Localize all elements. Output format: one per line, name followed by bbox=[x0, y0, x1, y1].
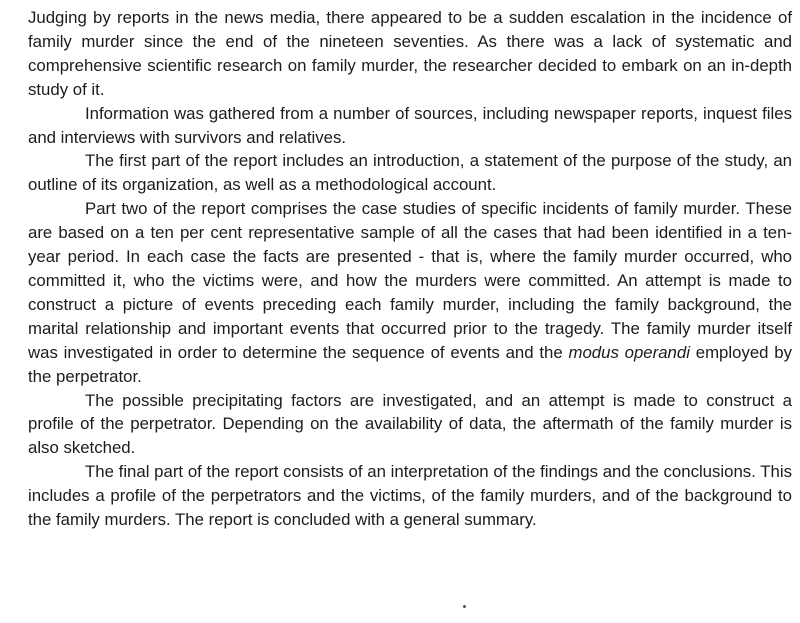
document-page bbox=[28, 6, 792, 532]
paragraph-part-one: The first part of the report includes an introduction, a statement of the purpose of the study, an outline of its organization, as well as a methodological account. bbox=[28, 151, 792, 195]
scan-speck bbox=[463, 605, 466, 608]
paragraph-precipitating-factors: The possible precipitating factors are investigated, and an attempt is made to construct a profile of the perpetrator. Depending on the availability of data, the aftermath of the family murder is also sketched. bbox=[28, 390, 792, 458]
paragraph-intro: Judging by reports in the news media, there appeared to be a sudden escalation in the incidence of family murder since the end of the nineteen seventies. As there was a lack of systematic and comprehensive scientific research on family murder, the researcher decided to embark on an in-depth study of it. bbox=[28, 8, 792, 99]
paragraph-part-two-text-after: employed by the perpetrator. bbox=[28, 342, 792, 386]
paragraph-sources: Information was gathered from a number of sources, including newspaper reports, inquest files and interviews with survivors and relatives. bbox=[28, 103, 792, 147]
paragraph-final-part: The final part of the report consists of an interpretation of the findings and the conclusions. This includes a profile of the perpetrators and the victims, of the family murders, and of the background to the family murders. The report is concluded with a general summary. bbox=[28, 462, 792, 530]
paragraph-part-two-text-before: Part two of the report comprises the case studies of specific incidents of family murder. These are based on a ten per cent representative sample of all the cases that had been identified in a ten-year period. In each case the facts are presented - that is, where the family murder occurred, who committed it, who the victims were, and how the murders were committed. An attempt is made to construct a picture of events preceding each family murder, including the family background, the marital relationship and important events that occurred prior to the tragedy. The family murder itself was investigated in order to determine the sequence of events and the bbox=[28, 199, 792, 362]
modus-operandi-italic: modus operandi bbox=[568, 342, 690, 362]
paragraph-part-two bbox=[28, 197, 792, 388]
